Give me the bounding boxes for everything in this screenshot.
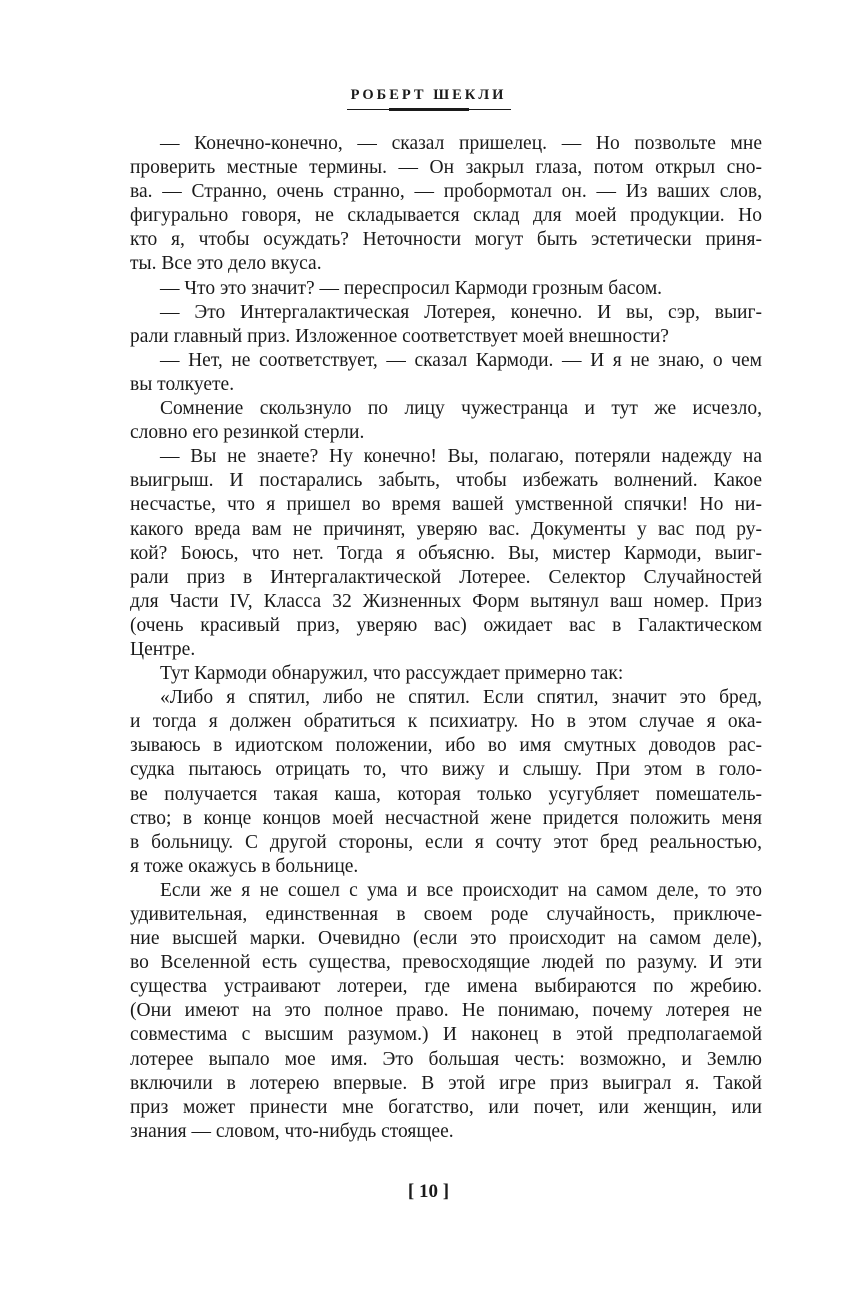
text-line: для Части IV, Класса 32 Жизненных Форм вытянул ваш номер. Приз (130, 590, 762, 612)
text-line: во Вселенной есть существа, превосходящие людей по разуму. И эти (130, 952, 762, 974)
text-line: фигурально говоря, не складывается склад для моей продукции. Но (130, 205, 762, 227)
text-line: какого вреда вам не причинят, уверяю вас. Документы у вас под ру- (130, 518, 762, 540)
text-line: Тут Кармоди обнаружил, что рассуждает примерно так: (160, 663, 624, 685)
text-line: Сомнение скользнуло по лицу чужестранца и тут же исчезло, (160, 398, 762, 420)
page-number: [ 10 ] (407, 1181, 450, 1202)
text-line: (очень красивый приз, уверяю вас) ожидает вас в Галактическом (130, 614, 762, 636)
text-line: приз может принести мне богатство, или почет, или женщин, или (130, 1096, 762, 1118)
text-line: кто я, чтобы осуждать? Неточности могут быть эстетически приня- (130, 229, 762, 251)
text-line: совместима с высшим разумом.) И наконец в этой предполагаемой (130, 1024, 762, 1046)
text-line: я тоже окажусь в больнице. (130, 855, 359, 877)
text-line: судка пытаюсь отрицать то, что вижу и слышу. При этом в голо- (130, 759, 762, 781)
text-line: рали приз в Интергалактической Лотерее. Селектор Случайностей (130, 566, 762, 588)
text-line: включили в лотерею впервые. В этой игре приз выиграл я. Такой (130, 1072, 762, 1094)
text-line: несчастье, что я пришел во время вашей умственной спячки! Но ни- (130, 494, 762, 516)
text-line: «Либо я спятил, либо не спятил. Если спятил, значит это бред, (160, 687, 762, 709)
text-line: — Нет, не соответствует, — сказал Кармоди. — И я не знаю, о чем (160, 349, 762, 371)
running-header (0, 86, 857, 113)
text-line: — Конечно-конечно, — сказал пришелец. — Но позвольте мне (160, 133, 762, 154)
text-line: словно его резинкой стерли. (130, 422, 365, 444)
text-line: существа устраивают лотереи, где имена выбираются по жребию. (130, 976, 762, 998)
header-rule (347, 107, 511, 113)
text-line: — Это Интергалактическая Лотерея, конечно. И вы, сэр, выиг- (160, 301, 762, 323)
text-line: — Вы не знаете? Ну конечно! Вы, полагаю, потеряли надежду на (160, 446, 762, 468)
text-line: проверить местные термины. — Он закрыл глаза, потом открыл сно- (130, 157, 762, 179)
text-line: Если же я не сошел с ума и все происходит на самом деле, то это (160, 879, 762, 901)
text-line: вы толкуете. (130, 373, 235, 395)
text-line: знания — словом, что-нибудь стоящее. (130, 1120, 454, 1142)
text-line: лотерее выпало мое имя. Это большая честь: возможно, и Землю (130, 1048, 762, 1070)
text-line: ва. — Странно, очень странно, — пробормотал он. — Из ваших слов, (130, 181, 762, 203)
text-line: кой? Боюсь, что нет. Тогда я объясню. Вы, мистер Кармоди, выиг- (130, 542, 762, 564)
author-name: РОБЕРТ ШЕКЛИ (350, 87, 507, 103)
text-line: и тогда я должен обратиться к психиатру. Но в этом случае я ока- (130, 711, 762, 733)
text-line: ве получается такая каша, которая только усугубляет помешатель- (130, 783, 762, 805)
text-line: ты. Все это дело вкуса. (130, 253, 322, 275)
text-line: — Что это значит? — переспросил Кармоди грозным басом. (160, 277, 663, 299)
header-rule-thick-line (389, 108, 469, 111)
text-line: Центре. (130, 638, 196, 660)
text-line: (Они имеют на это полное право. Не понимаю, почему лотерея не (130, 1000, 762, 1022)
page-body-text (130, 132, 762, 1144)
text-line: зываюсь в идиотском положении, ибо во имя смутных доводов рас- (130, 735, 762, 757)
text-line: ние высшей марки. Очевидно (если это происходит на самом деле), (130, 928, 762, 950)
text-line: удивительная, единственная в своем роде случайность, приключе- (130, 904, 762, 925)
text-line: выигрыш. И постарались забыть, чтобы избежать волнений. Какое (130, 470, 762, 492)
text-line: ство; в конце концов моей несчастной жене придется положить меня (130, 807, 762, 829)
text-line: в больницу. С другой стороны, если я сочту этот бред реальностью, (130, 831, 762, 853)
text-line: рали главный приз. Изложенное соответствует моей внешности? (130, 325, 669, 347)
